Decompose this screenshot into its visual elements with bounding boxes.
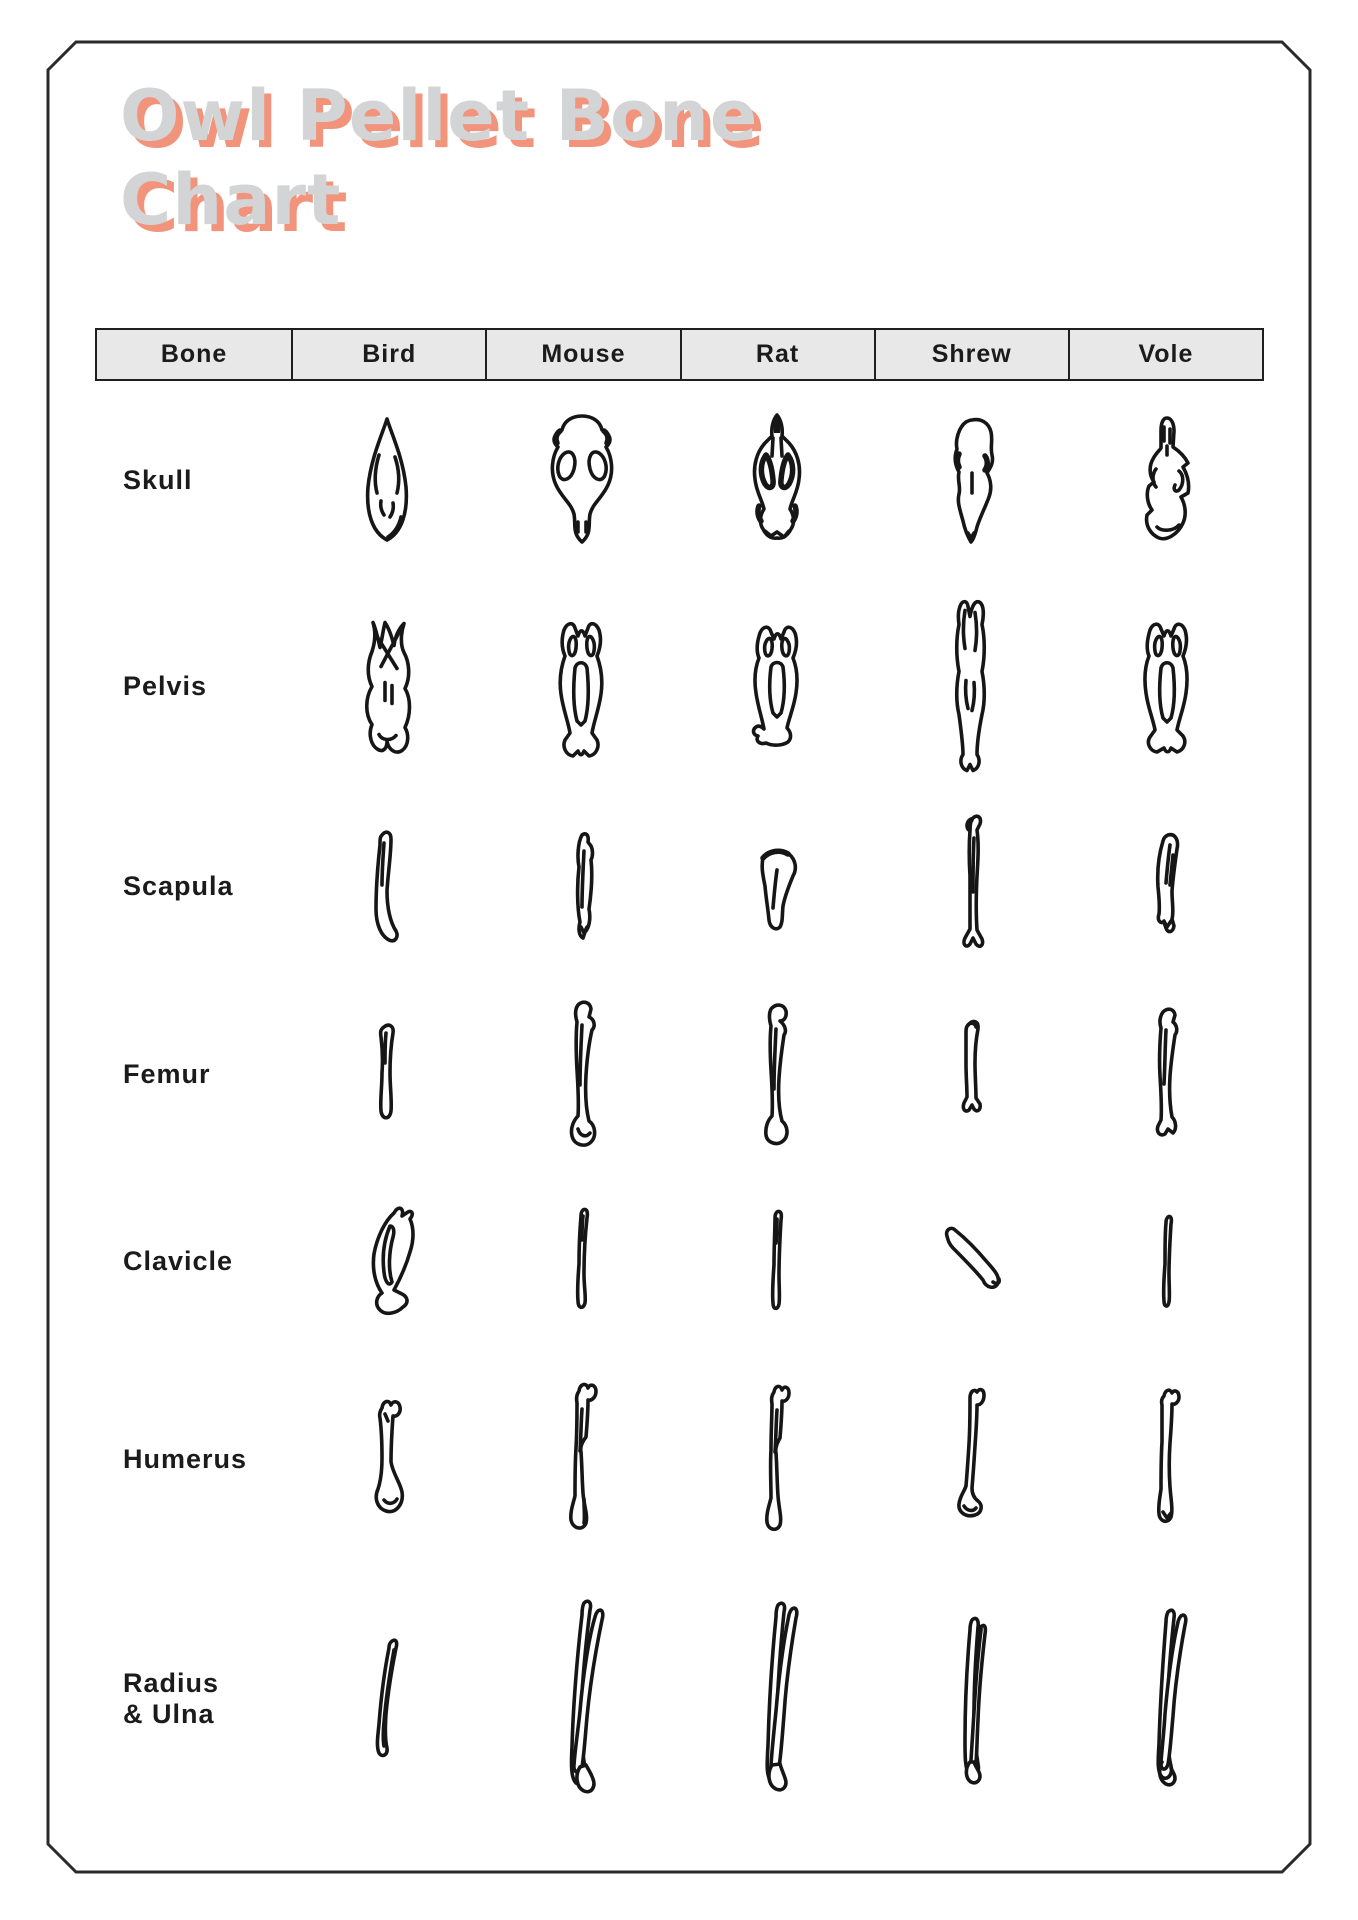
page-title (120, 74, 758, 242)
shrew-skull-illustration (939, 415, 1005, 545)
cell-pelvis-bird (290, 579, 485, 794)
table-header-row (95, 328, 1264, 381)
mouse-clavicle-illustration (569, 1204, 595, 1319)
cell-femur-bird (290, 979, 485, 1169)
rat-humerus-illustration (756, 1382, 798, 1537)
cell-skull-vole (1069, 381, 1264, 579)
cell-pelvis-rat (679, 579, 874, 794)
row-label-humerus: Humerus (123, 1443, 248, 1474)
cell-clavicle-vole (1069, 1169, 1264, 1354)
cell-humerus-vole (1069, 1354, 1264, 1564)
cell-scapula-mouse (485, 794, 680, 979)
cell-humerus-bird (290, 1354, 485, 1564)
row-label-femur: Femur (123, 1058, 211, 1089)
table-row-skull (95, 381, 1264, 579)
cell-femur-vole (1069, 979, 1264, 1169)
bird-humerus-illustration (364, 1394, 410, 1524)
shrew-scapula-illustration (949, 812, 995, 962)
rat-femur-illustration (755, 999, 799, 1149)
cell-skull-bird (290, 381, 485, 579)
bird-pelvis-illustration (349, 607, 425, 767)
table-row-pelvis (95, 579, 1264, 794)
shrew-humerus-illustration (946, 1384, 998, 1534)
cell-skull-mouse (485, 381, 680, 579)
cell-radius-ulna-mouse (485, 1564, 680, 1834)
rat-clavicle-illustration (765, 1207, 789, 1317)
cell-pelvis-vole (1069, 579, 1264, 794)
column-header-mouse: Mouse (485, 330, 679, 379)
bird-scapula-illustration (362, 827, 412, 947)
column-header-bird: Bird (291, 330, 485, 379)
rat-radius-ulna-illustration (754, 1597, 800, 1802)
vole-femur-illustration (1146, 1004, 1188, 1144)
vole-pelvis-illustration (1128, 614, 1206, 759)
bird-clavicle-illustration (356, 1202, 418, 1322)
bone-chart-table (95, 328, 1264, 1834)
cell-femur-shrew (874, 979, 1069, 1169)
row-label-scapula: Scapula (123, 871, 234, 901)
cell-clavicle-mouse (485, 1169, 680, 1354)
column-header-vole: Vole (1068, 330, 1262, 379)
table-row-femur (95, 979, 1264, 1169)
row-label-pelvis: Pelvis (123, 671, 208, 701)
cell-scapula-rat (679, 794, 874, 979)
rat-scapula-illustration (749, 842, 805, 932)
cell-humerus-shrew (874, 1354, 1069, 1564)
page-title-line1: Owl Pellet Bone (120, 75, 759, 157)
shrew-femur-illustration (953, 1014, 991, 1134)
row-label-clavicle: Clavicle (123, 1246, 234, 1276)
column-header-shrew: Shrew (874, 330, 1068, 379)
cell-humerus-mouse (485, 1354, 680, 1564)
cell-clavicle-bird (290, 1169, 485, 1354)
vole-humerus-illustration (1147, 1384, 1187, 1534)
table-row-humerus (95, 1354, 1264, 1564)
cell-scapula-bird (290, 794, 485, 979)
cell-pelvis-shrew (874, 579, 1069, 794)
cell-skull-shrew (874, 381, 1069, 579)
rat-skull-illustration (737, 410, 817, 550)
cell-scapula-shrew (874, 794, 1069, 979)
vole-skull-illustration (1127, 413, 1207, 548)
cell-femur-mouse (485, 979, 680, 1169)
cell-pelvis-mouse (485, 579, 680, 794)
mouse-femur-illustration (560, 997, 604, 1152)
mouse-pelvis-illustration (543, 612, 621, 762)
cell-scapula-vole (1069, 794, 1264, 979)
mouse-scapula-illustration (560, 829, 604, 944)
shrew-radius-ulna-illustration (950, 1612, 994, 1787)
page-title-line2: Chart (120, 159, 342, 241)
mouse-skull-illustration (540, 410, 624, 550)
bird-skull-illustration (355, 413, 419, 548)
cell-femur-rat (679, 979, 874, 1169)
column-header-bone: Bone (160, 340, 228, 368)
vole-radius-ulna-illustration (1144, 1604, 1190, 1794)
shrew-pelvis-illustration (940, 589, 1004, 784)
mouse-humerus-illustration (560, 1379, 604, 1539)
cell-humerus-rat (679, 1354, 874, 1564)
shrew-clavicle-illustration (937, 1222, 1007, 1302)
table-row-clavicle (95, 1169, 1264, 1354)
vole-scapula-illustration (1144, 829, 1190, 944)
mouse-radius-ulna-illustration (558, 1597, 606, 1802)
cell-clavicle-shrew (874, 1169, 1069, 1354)
rat-pelvis-illustration (740, 617, 814, 757)
table-row-scapula (95, 794, 1264, 979)
cell-radius-ulna-rat (679, 1564, 874, 1834)
row-label-radius-ulna: Radius & Ulna (123, 1668, 220, 1729)
cell-clavicle-rat (679, 1169, 874, 1354)
cell-radius-ulna-shrew (874, 1564, 1069, 1834)
cell-radius-ulna-bird (290, 1564, 485, 1834)
column-header-rat: Rat (680, 330, 874, 379)
row-label-skull: Skull (123, 464, 193, 495)
bird-radius-ulna-illustration (367, 1634, 407, 1764)
cell-skull-rat (679, 381, 874, 579)
table-row-radius-ulna (95, 1564, 1264, 1834)
cell-radius-ulna-vole (1069, 1564, 1264, 1834)
vole-clavicle-illustration (1156, 1212, 1178, 1312)
bird-femur-illustration (370, 1019, 404, 1129)
